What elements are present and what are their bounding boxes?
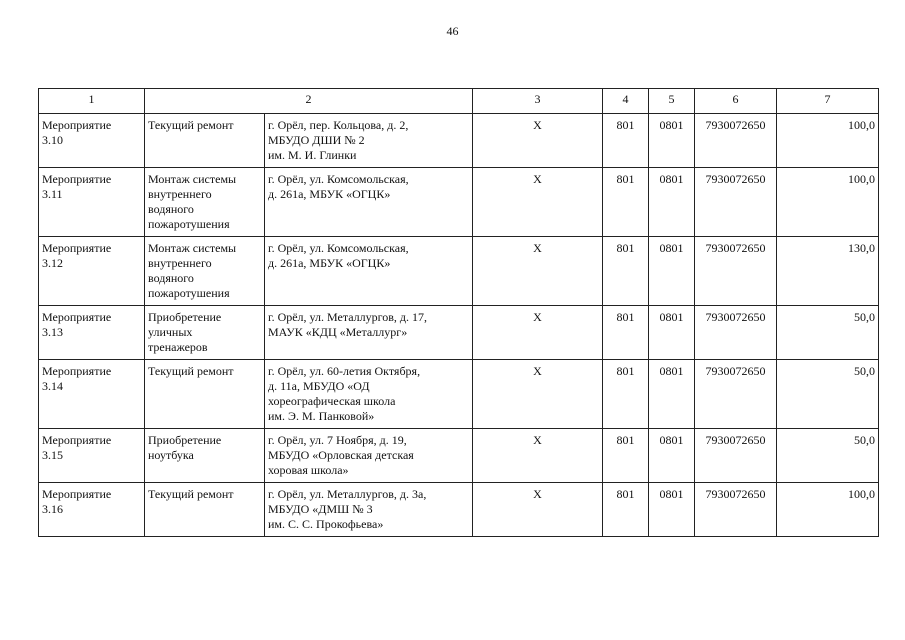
- col4-cell: 801: [603, 360, 649, 429]
- col4-cell: 801: [603, 114, 649, 168]
- col5-cell: 0801: [649, 483, 695, 537]
- header-col-5: 5: [649, 89, 695, 114]
- col7-cell: 130,0: [777, 237, 879, 306]
- address-cell-line: д. 11а, МБУДО «ОД: [268, 379, 370, 393]
- col6-cell: 7930072650: [695, 306, 777, 360]
- header-col-2: 2: [145, 89, 473, 114]
- table-row: [39, 360, 879, 429]
- address-cell-line: г. Орёл, ул. Металлургов, д. 3а,: [268, 487, 427, 501]
- col3-cell: Х: [473, 237, 603, 306]
- address-cell-line: г. Орёл, ул. 7 Ноября, д. 19,: [268, 433, 407, 447]
- work-cell: [145, 168, 265, 237]
- col7-cell: 50,0: [777, 429, 879, 483]
- col3-cell: Х: [473, 429, 603, 483]
- address-cell: [265, 360, 473, 429]
- address-cell-line: им. М. И. Глинки: [268, 148, 357, 162]
- work-cell-line: внутреннего: [148, 256, 212, 270]
- page-number: 46: [446, 24, 459, 38]
- work-cell-line: пожаротушения: [148, 286, 230, 300]
- col6-cell: 7930072650: [695, 483, 777, 537]
- event-cell: [39, 360, 145, 429]
- event-cell-line: 3.11: [42, 187, 63, 201]
- col3-cell: Х: [473, 168, 603, 237]
- event-cell-line: 3.14: [42, 379, 63, 393]
- address-cell-line: хореографическая школа: [268, 394, 396, 408]
- col6-cell: 7930072650: [695, 114, 777, 168]
- work-cell-line: Текущий ремонт: [148, 487, 234, 501]
- address-cell-line: им. Э. М. Панковой»: [268, 409, 375, 423]
- work-cell-line: водяного: [148, 202, 194, 216]
- event-cell: [39, 168, 145, 237]
- address-cell-line: г. Орёл, ул. Комсомольская,: [268, 241, 409, 255]
- address-cell-line: д. 261а, МБУК «ОГЦК»: [268, 187, 391, 201]
- col5-cell: 0801: [649, 237, 695, 306]
- col4-cell: 801: [603, 483, 649, 537]
- address-cell-line: МАУК «КДЦ «Металлург»: [268, 325, 408, 339]
- col5-cell: 0801: [649, 429, 695, 483]
- work-cell-line: ноутбука: [148, 448, 194, 462]
- work-cell-line: Приобретение: [148, 310, 222, 324]
- event-cell-line: Мероприятие: [42, 118, 112, 132]
- col7-cell: 50,0: [777, 306, 879, 360]
- header-col-3: 3: [473, 89, 603, 114]
- table-body: [39, 114, 879, 537]
- event-cell-line: Мероприятие: [42, 241, 112, 255]
- event-cell-line: 3.15: [42, 448, 63, 462]
- col3-cell: Х: [473, 483, 603, 537]
- col5-cell: 0801: [649, 306, 695, 360]
- header-col-6: 6: [695, 89, 777, 114]
- col6-cell: 7930072650: [695, 360, 777, 429]
- col7-cell: 100,0: [777, 168, 879, 237]
- address-cell-line: хоровая школа»: [268, 463, 349, 477]
- address-cell-line: МБУДО ДШИ № 2: [268, 133, 365, 147]
- header-col-4: 4: [603, 89, 649, 114]
- work-cell: [145, 360, 265, 429]
- col7-cell: 50,0: [777, 360, 879, 429]
- event-cell-line: Мероприятие: [42, 487, 112, 501]
- event-cell: [39, 306, 145, 360]
- event-cell-line: Мероприятие: [42, 310, 112, 324]
- address-cell-line: г. Орёл, ул. Комсомольская,: [268, 172, 409, 186]
- header-col-7: 7: [777, 89, 879, 114]
- col7-cell: 100,0: [777, 114, 879, 168]
- address-cell: [265, 168, 473, 237]
- work-cell-line: Текущий ремонт: [148, 118, 234, 132]
- address-cell-line: г. Орёл, ул. Металлургов, д. 17,: [268, 310, 428, 324]
- address-cell: [265, 114, 473, 168]
- work-cell-line: Приобретение: [148, 433, 222, 447]
- work-cell-line: Монтаж системы: [148, 172, 237, 186]
- address-cell-line: им. С. С. Прокофьева»: [268, 517, 384, 531]
- table-row: [39, 168, 879, 237]
- event-cell: [39, 237, 145, 306]
- col5-cell: 0801: [649, 360, 695, 429]
- event-cell: [39, 114, 145, 168]
- address-cell: [265, 429, 473, 483]
- col7-cell: 100,0: [777, 483, 879, 537]
- col6-cell: 7930072650: [695, 429, 777, 483]
- work-cell: [145, 429, 265, 483]
- address-cell: [265, 237, 473, 306]
- address-cell-line: МБУДО «ДМШ № 3: [268, 502, 373, 516]
- event-cell: [39, 483, 145, 537]
- address-cell-line: г. Орёл, ул. 60-летия Октября,: [268, 364, 421, 378]
- table-row: [39, 483, 879, 537]
- work-cell-line: внутреннего: [148, 187, 212, 201]
- work-cell-line: водяного: [148, 271, 194, 285]
- work-cell: [145, 483, 265, 537]
- address-cell: [265, 306, 473, 360]
- work-cell-line: пожаротушения: [148, 217, 230, 231]
- col4-cell: 801: [603, 237, 649, 306]
- address-cell-line: д. 261а, МБУК «ОГЦК»: [268, 256, 391, 270]
- work-cell-line: уличных: [148, 325, 193, 339]
- work-cell: [145, 237, 265, 306]
- col3-cell: Х: [473, 360, 603, 429]
- col6-cell: 7930072650: [695, 237, 777, 306]
- col3-cell: Х: [473, 306, 603, 360]
- event-cell-line: 3.10: [42, 133, 63, 147]
- address-cell: [265, 483, 473, 537]
- table-row: [39, 114, 879, 168]
- col3-cell: Х: [473, 114, 603, 168]
- col5-cell: 0801: [649, 114, 695, 168]
- col4-cell: 801: [603, 306, 649, 360]
- work-cell-line: Текущий ремонт: [148, 364, 234, 378]
- col5-cell: 0801: [649, 168, 695, 237]
- event-cell-line: Мероприятие: [42, 433, 112, 447]
- events-table: [38, 88, 879, 537]
- work-cell: [145, 114, 265, 168]
- header-col-1: 1: [39, 89, 145, 114]
- col4-cell: 801: [603, 429, 649, 483]
- event-cell: [39, 429, 145, 483]
- col6-cell: 7930072650: [695, 168, 777, 237]
- table-row: [39, 237, 879, 306]
- work-cell-line: Монтаж системы: [148, 241, 237, 255]
- work-cell-line: тренажеров: [148, 340, 208, 354]
- event-cell-line: Мероприятие: [42, 364, 112, 378]
- event-cell-line: 3.13: [42, 325, 63, 339]
- event-cell-line: 3.12: [42, 256, 63, 270]
- table-row: [39, 429, 879, 483]
- address-cell-line: МБУДО «Орловская детская: [268, 448, 414, 462]
- address-cell-line: г. Орёл, пер. Кольцова, д. 2,: [268, 118, 409, 132]
- work-cell: [145, 306, 265, 360]
- event-cell-line: 3.16: [42, 502, 63, 516]
- event-cell-line: Мероприятие: [42, 172, 112, 186]
- col4-cell: 801: [603, 168, 649, 237]
- table-row: [39, 306, 879, 360]
- header-row: [39, 89, 879, 114]
